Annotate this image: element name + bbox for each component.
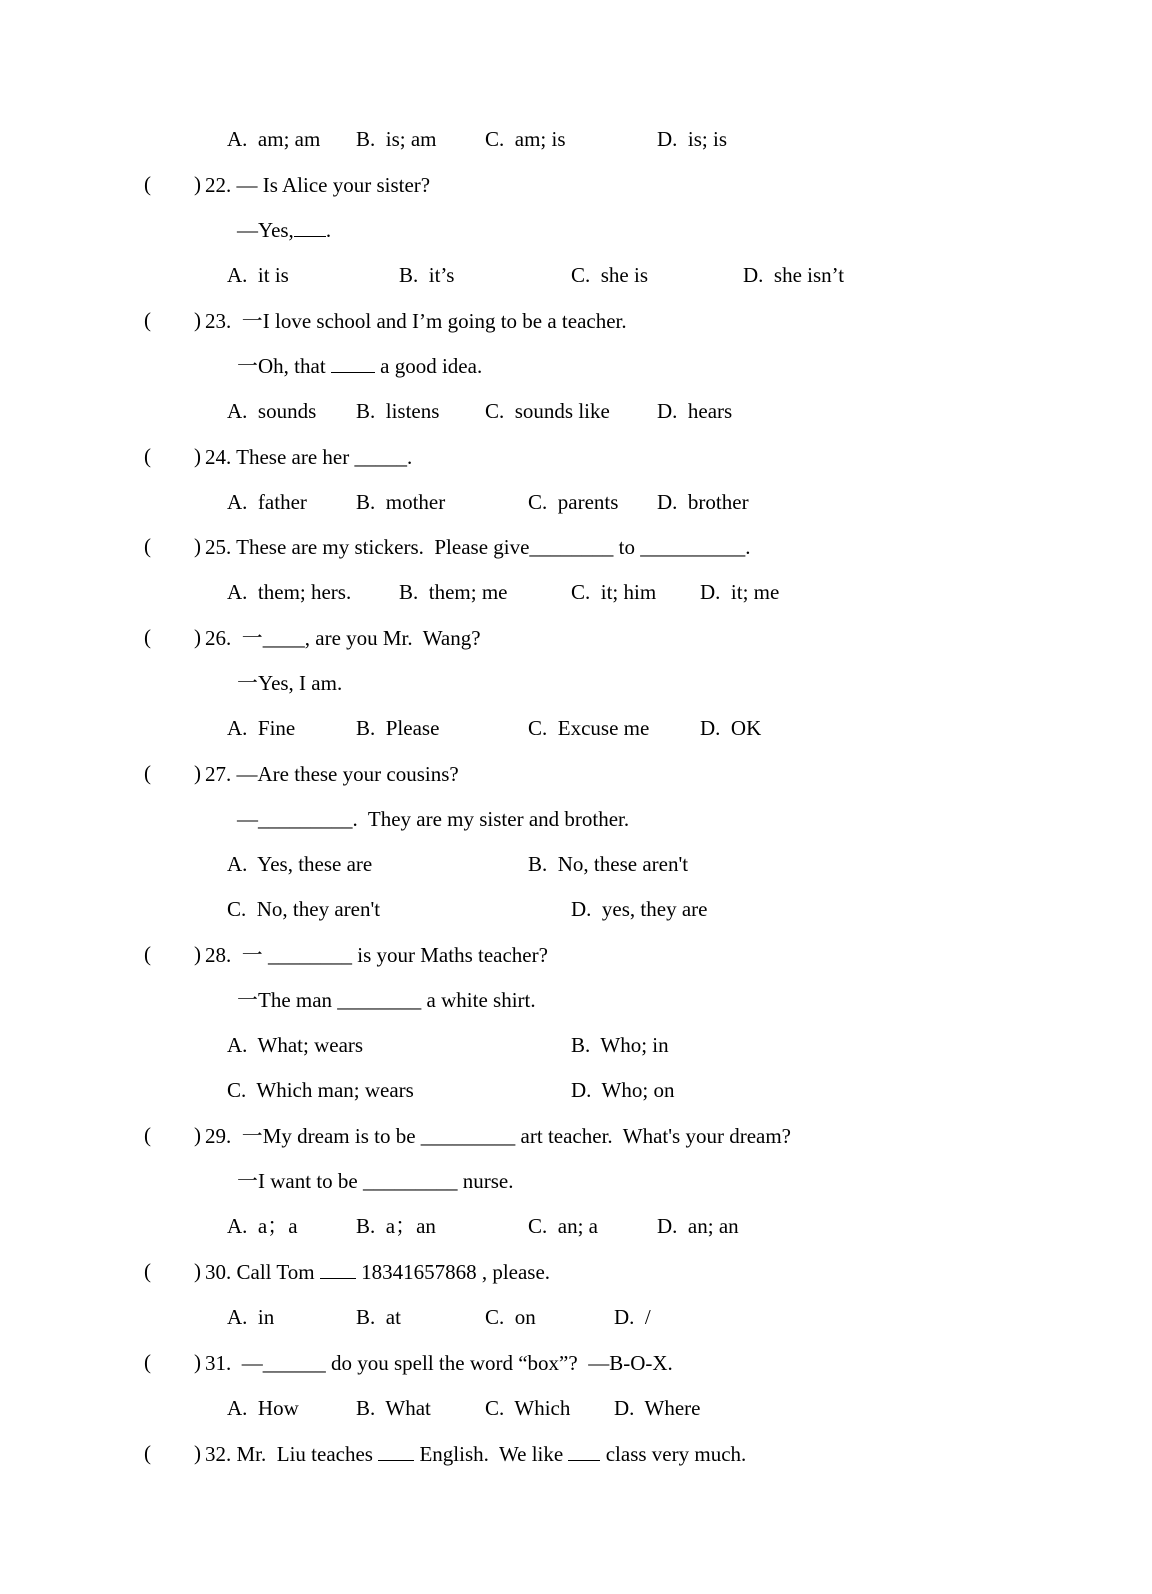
answer-paren-open: ( [144, 761, 151, 785]
option-a: A. How [227, 1396, 299, 1420]
answer-paren-open: ( [144, 1350, 151, 1374]
answer-paren-open: ( [144, 1441, 151, 1465]
answer-paren-open: ( [144, 625, 151, 649]
option-b: B. a；an [356, 1214, 436, 1238]
option-a: A. Yes, these are [227, 852, 373, 876]
option-d: D. it; me [700, 580, 780, 604]
option-c: C. it; him [571, 580, 657, 604]
answer-blank [378, 1442, 414, 1461]
option-a: A. What; wears [227, 1033, 364, 1057]
option-d: D. an; an [657, 1214, 739, 1238]
question-reply [237, 354, 482, 378]
option-c: C. she is [571, 263, 649, 287]
option-b: B. Please [356, 716, 440, 740]
answer-paren-close: ) [194, 942, 201, 966]
option-b: B. at [356, 1305, 401, 1329]
option-d: D. Where [614, 1396, 701, 1420]
question-reply: 一Yes, I am. [237, 671, 343, 695]
answer-paren-open: ( [144, 1259, 151, 1283]
option-c: C. parents [528, 490, 619, 514]
option-d: D. is; is [657, 127, 728, 151]
option-c: C. Which [485, 1396, 571, 1420]
option-c: C. an; a [528, 1214, 598, 1238]
answer-paren-close: ) [194, 1123, 201, 1147]
option-a: A. sounds [227, 399, 317, 423]
question-stem: 22. — Is Alice your sister? [205, 173, 431, 197]
option-d: D. she isn’t [743, 263, 845, 287]
question-reply [237, 218, 331, 242]
answer-paren-open: ( [144, 172, 151, 196]
option-b: B. is; am [356, 127, 437, 151]
reply-prefix: 一Oh, that [237, 354, 331, 378]
answer-paren-close: ) [194, 172, 201, 196]
question-stem: 27. —Are these your cousins? [205, 762, 459, 786]
answer-blank [568, 1442, 600, 1461]
question-stem: 28. 一 ________ is your Maths teacher? [205, 943, 548, 967]
question-stem: 24. These are her _____. [205, 445, 413, 469]
reply-suffix: a good idea. [374, 354, 483, 378]
question-stem: 25. These are my stickers. Please give________ to __________. [205, 535, 751, 559]
option-c: C. sounds like [485, 399, 610, 423]
stem-part-3: class very much. [600, 1442, 747, 1466]
reply-suffix: . [325, 218, 332, 242]
question-reply: 一I want to be _________ nurse. [237, 1169, 514, 1193]
question-stem [205, 1442, 746, 1466]
option-d: D. brother [657, 490, 749, 514]
answer-paren-close: ) [194, 444, 201, 468]
question-reply: 一The man ________ a white shirt. [237, 988, 536, 1012]
answer-paren-close: ) [194, 534, 201, 558]
option-c: C. Excuse me [528, 716, 650, 740]
option-c: C. No, they aren't [227, 897, 381, 921]
question-stem [205, 1260, 550, 1284]
answer-paren-open: ( [144, 942, 151, 966]
question-reply: —_________. They are my sister and brother. [237, 807, 630, 831]
stem-suffix: 18341657868 , please. [355, 1260, 551, 1284]
option-a: A. in [227, 1305, 275, 1329]
option-b: B. No, these aren't [528, 852, 689, 876]
option-a: A. Fine [227, 716, 296, 740]
answer-paren-open: ( [144, 308, 151, 332]
answer-paren-open: ( [144, 534, 151, 558]
answer-paren-close: ) [194, 1350, 201, 1374]
option-d: D. hears [657, 399, 733, 423]
answer-blank [320, 1260, 356, 1279]
question-stem: 31. —______ do you spell the word “box”? —B-O-X. [205, 1351, 673, 1375]
answer-paren-open: ( [144, 1123, 151, 1147]
answer-blank [294, 218, 326, 237]
option-d: D. / [614, 1305, 651, 1329]
answer-blank [331, 354, 375, 373]
option-b: B. it’s [399, 263, 455, 287]
answer-paren-close: ) [194, 761, 201, 785]
answer-paren-close: ) [194, 1259, 201, 1283]
option-a: A. it is [227, 263, 289, 287]
answer-paren-open: ( [144, 444, 151, 468]
option-b: B. mother [356, 490, 446, 514]
stem-prefix: 30. Call Tom [205, 1260, 320, 1284]
answer-paren-close: ) [194, 625, 201, 649]
option-b: B. listens [356, 399, 440, 423]
option-a: A. father [227, 490, 307, 514]
option-a: A. am; am [227, 127, 321, 151]
option-c: C. Which man; wears [227, 1078, 414, 1102]
stem-part-1: 32. Mr. Liu teaches [205, 1442, 379, 1466]
question-stem: 26. 一____, are you Mr. Wang? [205, 626, 481, 650]
option-b: B. What [356, 1396, 431, 1420]
option-d: D. Who; on [571, 1078, 675, 1102]
question-stem: 23. 一I love school and I’m going to be a teacher. [205, 309, 627, 333]
answer-paren-close: ) [194, 1441, 201, 1465]
question-stem: 29. 一My dream is to be _________ art teacher. What's your dream? [205, 1124, 791, 1148]
option-a: A. them; hers. [227, 580, 352, 604]
answer-paren-close: ) [194, 308, 201, 332]
option-c: C. on [485, 1305, 536, 1329]
option-d: D. yes, they are [571, 897, 708, 921]
reply-prefix: —Yes, [237, 218, 294, 242]
option-d: D. OK [700, 716, 762, 740]
option-c: C. am; is [485, 127, 566, 151]
option-a: A. a；a [227, 1214, 298, 1238]
option-b: B. them; me [399, 580, 508, 604]
option-b: B. Who; in [571, 1033, 669, 1057]
stem-part-2: English. We like [414, 1442, 569, 1466]
